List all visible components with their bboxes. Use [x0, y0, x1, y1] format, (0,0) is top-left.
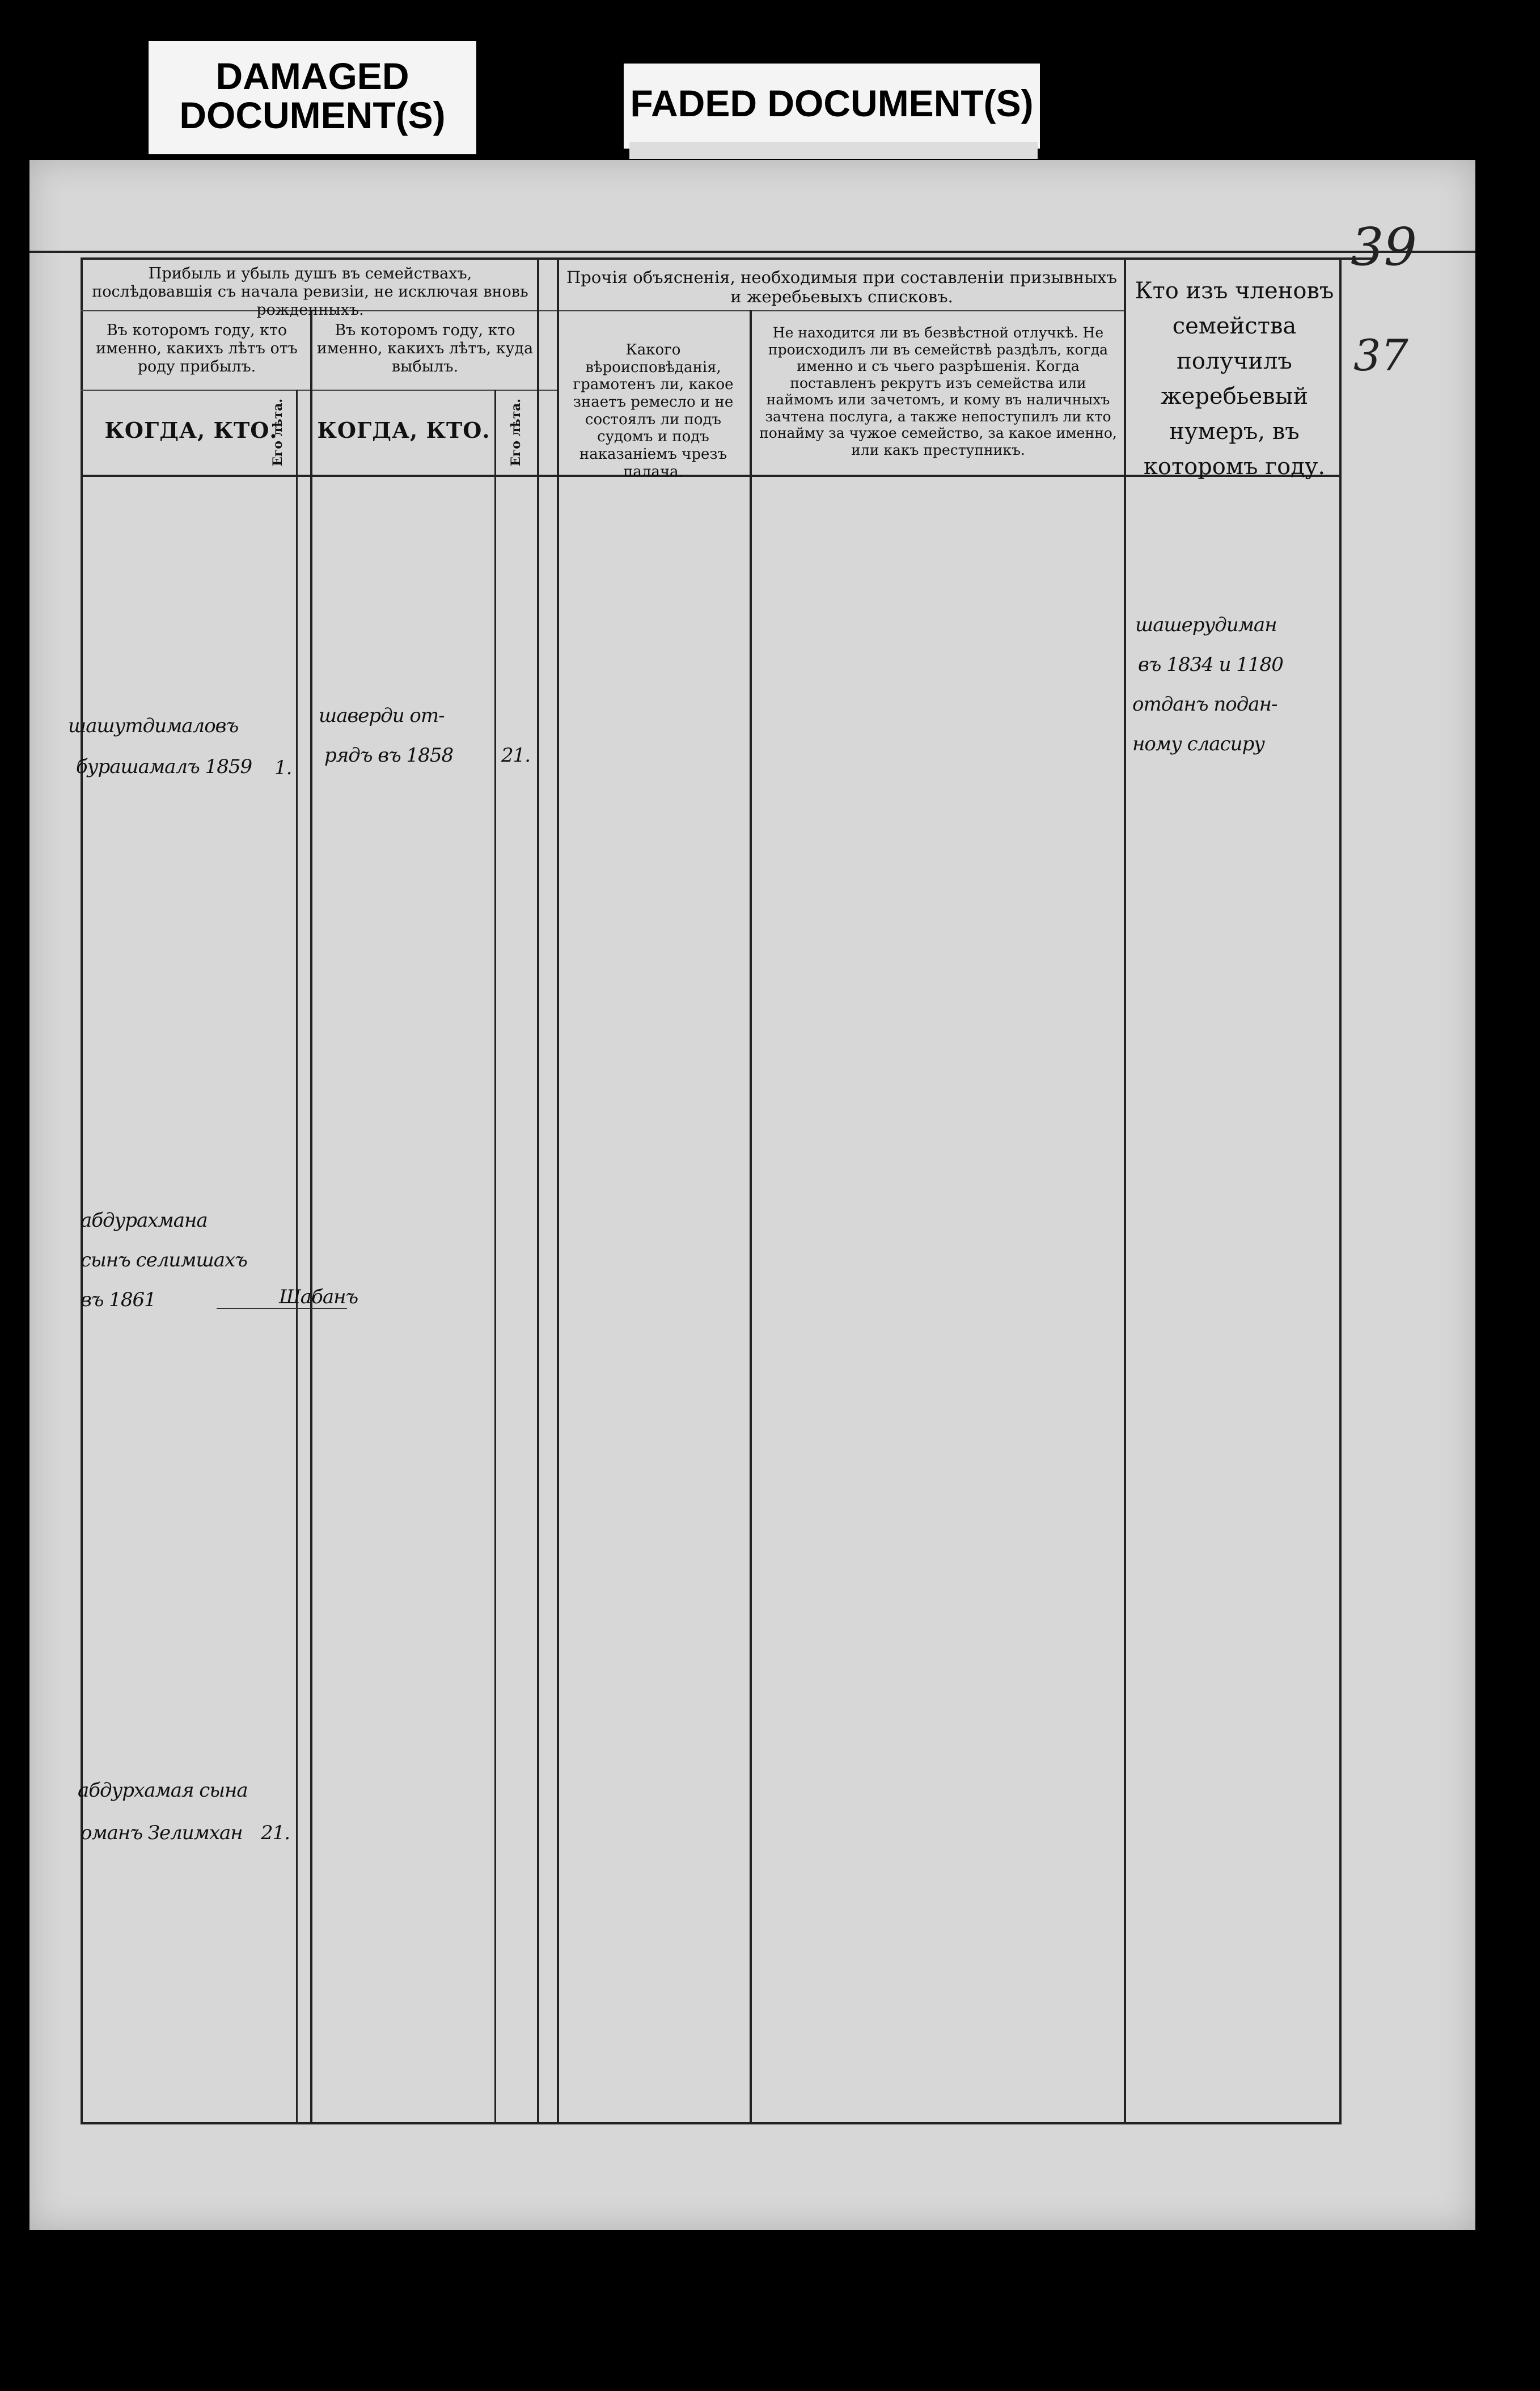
tag-strip	[629, 142, 1038, 159]
subheader-rule	[81, 390, 557, 391]
depart1-detail: рядъ въ 1858	[324, 744, 454, 767]
lot-line-1: шашерудиман	[1135, 614, 1277, 636]
entry1-detail: бурашамалъ 1859	[76, 755, 252, 778]
entry3-line-2: оманъ Зелимхан	[81, 1822, 243, 1844]
header-when-who-1: КОГДА, КТО.	[104, 417, 278, 443]
entry2-line-3: въ 1861	[81, 1289, 156, 1311]
header-departed: Въ которомъ году, кто именно, какихъ лѣтъ, куда выбылъ.	[316, 322, 534, 375]
col-sep-3	[494, 390, 496, 2123]
header-arrived: Въ которомъ году, кто именно, какихъ лѣтъ отъ роду прибылъ.	[96, 322, 298, 375]
col-sep-5	[557, 257, 559, 2123]
col-sep-4	[537, 257, 539, 2123]
register-page	[29, 160, 1475, 2230]
header-movement: Прибыль и убыль душъ въ семействахъ, послѣдовавшія съ начала ревизіи, не исключая вновь рожденныхъ.	[92, 265, 528, 319]
lot-line-2: въ 1834 и 1180	[1138, 653, 1283, 676]
header-age-1: Его лѣта.	[270, 398, 285, 466]
header-absence: Не находится ли въ безвѣстной отлучкѣ. Не происходилъ ли въ семействѣ раздѣлъ, когда именно и съ чьего разрѣшенія. Когда поставленъ рекрутъ изъ семейства или наймомъ или зачетомъ, и кому въ наличныхъ зачтена послуга, а также непоступилъ ли кто понайму за чужое семейство, за какое именно, или какъ преступникъ.	[759, 324, 1117, 458]
lot-line-4: ному сласиру	[1132, 733, 1264, 755]
margin-number-bottom: 37	[1353, 330, 1408, 381]
depart1-name: шаверди от-	[319, 704, 445, 727]
entry2-signature: Шабанъ	[279, 1286, 358, 1308]
header-other-notes: Прочія объясненія, необходимыя при составленіи призывныхъ и жеребьевыхъ списковъ.	[566, 268, 1117, 307]
entry1-age: 1.	[274, 757, 292, 779]
header-when-who-2: КОГДА, КТО.	[317, 417, 490, 443]
header-lot-number: Кто изъ членовъ семейства получилъ жеребьевый нумеръ, въ которомъ году.	[1135, 278, 1334, 480]
group2-rule	[557, 310, 1124, 311]
table-bottom-rule	[81, 2122, 1342, 2124]
col-sep-1	[296, 390, 298, 2123]
table-top-rule	[81, 257, 1373, 260]
entry2-line-1: абдурахмана	[81, 1209, 208, 1232]
header-age-2: Его лѣта.	[509, 398, 523, 466]
entry2-line-2: сынъ селимшахъ	[81, 1249, 247, 1271]
entry3-line-1: абдурхамая сына	[78, 1779, 248, 1802]
top-rule	[29, 251, 1475, 253]
col-sep-7	[1124, 257, 1126, 2123]
damaged-document-tag: DAMAGED DOCUMENT(S)	[149, 41, 476, 154]
entry3-age: 21.	[261, 1822, 290, 1844]
lot-line-3: отданъ подан-	[1132, 693, 1277, 716]
col-sep-6	[750, 310, 752, 2123]
entry1-name: шашутдималовъ	[68, 715, 239, 737]
col-sep-2	[310, 310, 312, 2123]
header-religion: Какого вѣроисповѣданія, грамотенъ ли, какое знаетъ ремесло и не состоялъ ли подъ судомъ и подъ наказаніемъ чрезъ палача.	[573, 341, 734, 480]
table-right-border	[1339, 257, 1342, 2123]
depart1-age: 21.	[501, 744, 531, 767]
margin-number-top: 39	[1351, 217, 1418, 277]
faded-document-tag: FADED DOCUMENT(S)	[624, 64, 1040, 149]
